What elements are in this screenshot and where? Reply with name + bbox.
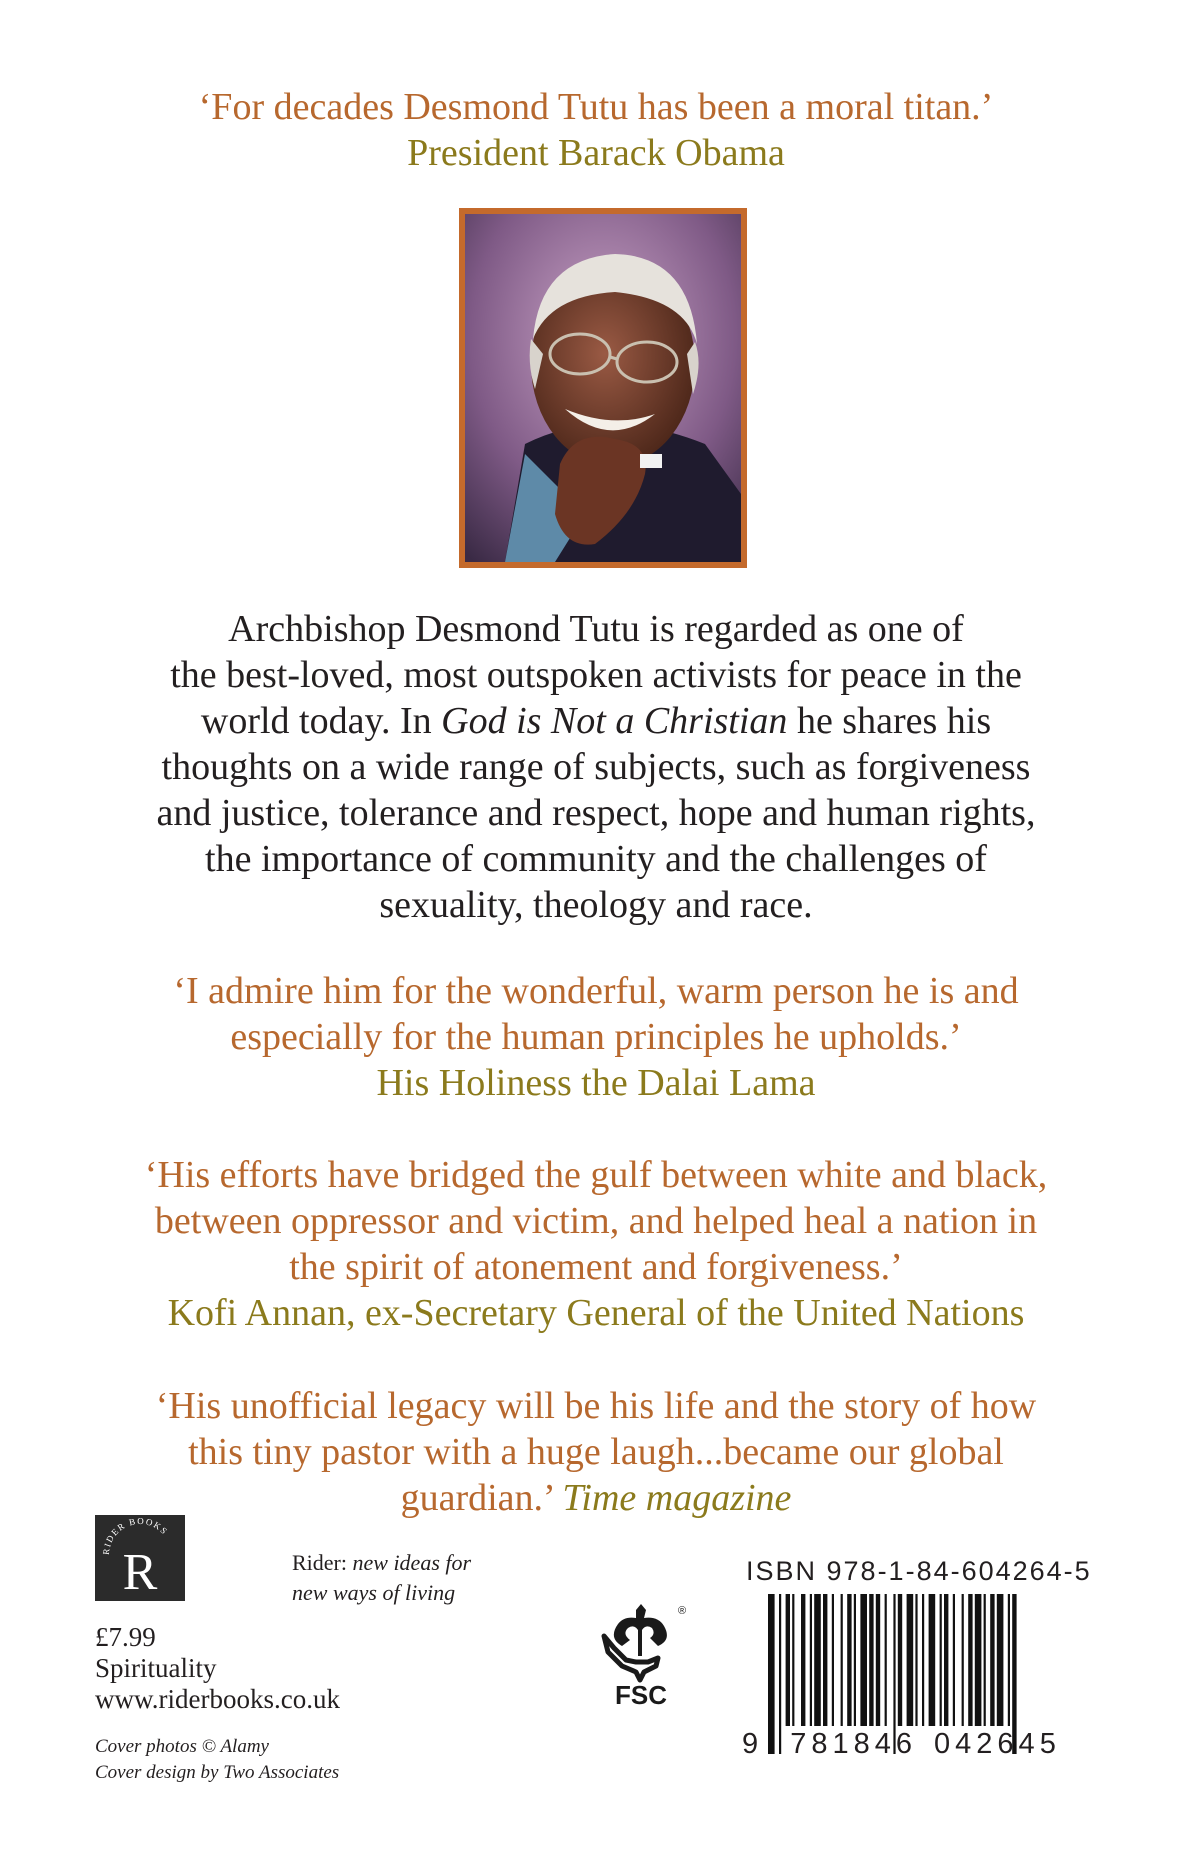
- barcode-bar: [869, 1594, 873, 1726]
- dalai-lama-quote: ‘I admire him for the wonderful, warm person he is and especially for the human principles he upholds.’: [173, 970, 1019, 1058]
- barcode-bar: [940, 1594, 942, 1726]
- logo-arc-text: RIDER BOOKS: [100, 1515, 170, 1556]
- website-link[interactable]: www.riderbooks.co.uk: [95, 1684, 340, 1714]
- barcode-bar: [922, 1594, 924, 1726]
- registered-mark: ®: [678, 1605, 686, 1617]
- barcode-bar: [876, 1594, 880, 1726]
- barcode-bar: [907, 1594, 914, 1726]
- barcode-digits: 9 781846 042645: [742, 1728, 1061, 1760]
- barcode-bar: [990, 1594, 994, 1726]
- dalai-lama-attribution: His Holiness the Dalai Lama: [376, 1062, 816, 1104]
- category: Spirituality: [95, 1653, 217, 1683]
- barcode-bar: [929, 1594, 936, 1726]
- portrait-image: [465, 214, 741, 562]
- publisher-tagline: Rider: new ideas for new ways of living: [292, 1550, 472, 1605]
- barcode-bar: [885, 1594, 887, 1726]
- barcode-bar: [1008, 1594, 1010, 1726]
- annan-quote: ‘His efforts have bridged the gulf between white and black, between oppressor and victim, and helped heal a nation in the spirit of atonement and forgiveness.’: [144, 1154, 1048, 1288]
- barcode-bar: [975, 1594, 982, 1726]
- price: £7.99: [95, 1622, 156, 1652]
- barcode-bar: [814, 1594, 821, 1726]
- book-title: God is Not a Christian: [441, 700, 788, 742]
- fsc-tree-icon: [596, 1600, 686, 1708]
- annan-attribution: Kofi Annan, ex-Secretary General of the United Nations: [167, 1292, 1025, 1334]
- barcode-bar: [944, 1594, 948, 1726]
- barcode-bar: [786, 1594, 790, 1726]
- cover-credits: Cover photos © Alamy Cover design by Two Associates: [95, 1736, 340, 1783]
- barcode-bar: [847, 1594, 851, 1726]
- logo-letter: R: [122, 1544, 158, 1601]
- blurb-line-with-title: world today. In God is Not a Christian he shares his: [200, 700, 992, 742]
- barcode-bar: [860, 1594, 867, 1726]
- barcode-bar: [962, 1594, 964, 1726]
- barcode-bar: [997, 1594, 1004, 1726]
- barcode-bar: [823, 1594, 827, 1726]
- barcode-bar: [898, 1594, 902, 1726]
- obama-quote: ‘For decades Desmond Tutu has been a moral titan.’: [198, 86, 994, 128]
- barcode-bar: [792, 1594, 794, 1726]
- fsc-label: FSC: [615, 1680, 667, 1708]
- book-info: [95, 1622, 340, 1715]
- barcode-bar: [984, 1594, 986, 1726]
- barcode-bar: [841, 1594, 843, 1726]
- barcode-bar: [854, 1594, 856, 1726]
- rider-books-logo: [95, 1515, 185, 1601]
- barcode-bar: [953, 1594, 955, 1726]
- book-description: Archbishop Desmond Tutu is regarded as one of the best-loved, most outspoken activists for peace in the world today. In God is Not a Christian he shares his thoughts on a wide range of subjects, such as forgiveness and justice, tolerance and respect, hope and human rights, the importance of community and the challenges of sexuality, theology and race.: [0, 606, 1192, 928]
- time-attribution: Time magazine: [562, 1477, 792, 1519]
- time-quote: ‘His unofficial legacy will be his life and the story of how this tiny pastor with a huge laugh...became our global guardian.’ Time magazine: [155, 1385, 1037, 1519]
- barcode-bar: [801, 1594, 805, 1726]
- fsc-logo: [596, 1600, 686, 1708]
- isbn-text: ISBN 978-1-84-604264-5: [746, 1556, 1092, 1586]
- barcode-bar: [915, 1594, 917, 1726]
- barcode-bar: [968, 1594, 972, 1726]
- barcode-bar: [832, 1594, 834, 1726]
- author-photo: [459, 208, 747, 568]
- barcode-bar: [810, 1594, 812, 1726]
- obama-attribution: President Barack Obama: [407, 132, 785, 174]
